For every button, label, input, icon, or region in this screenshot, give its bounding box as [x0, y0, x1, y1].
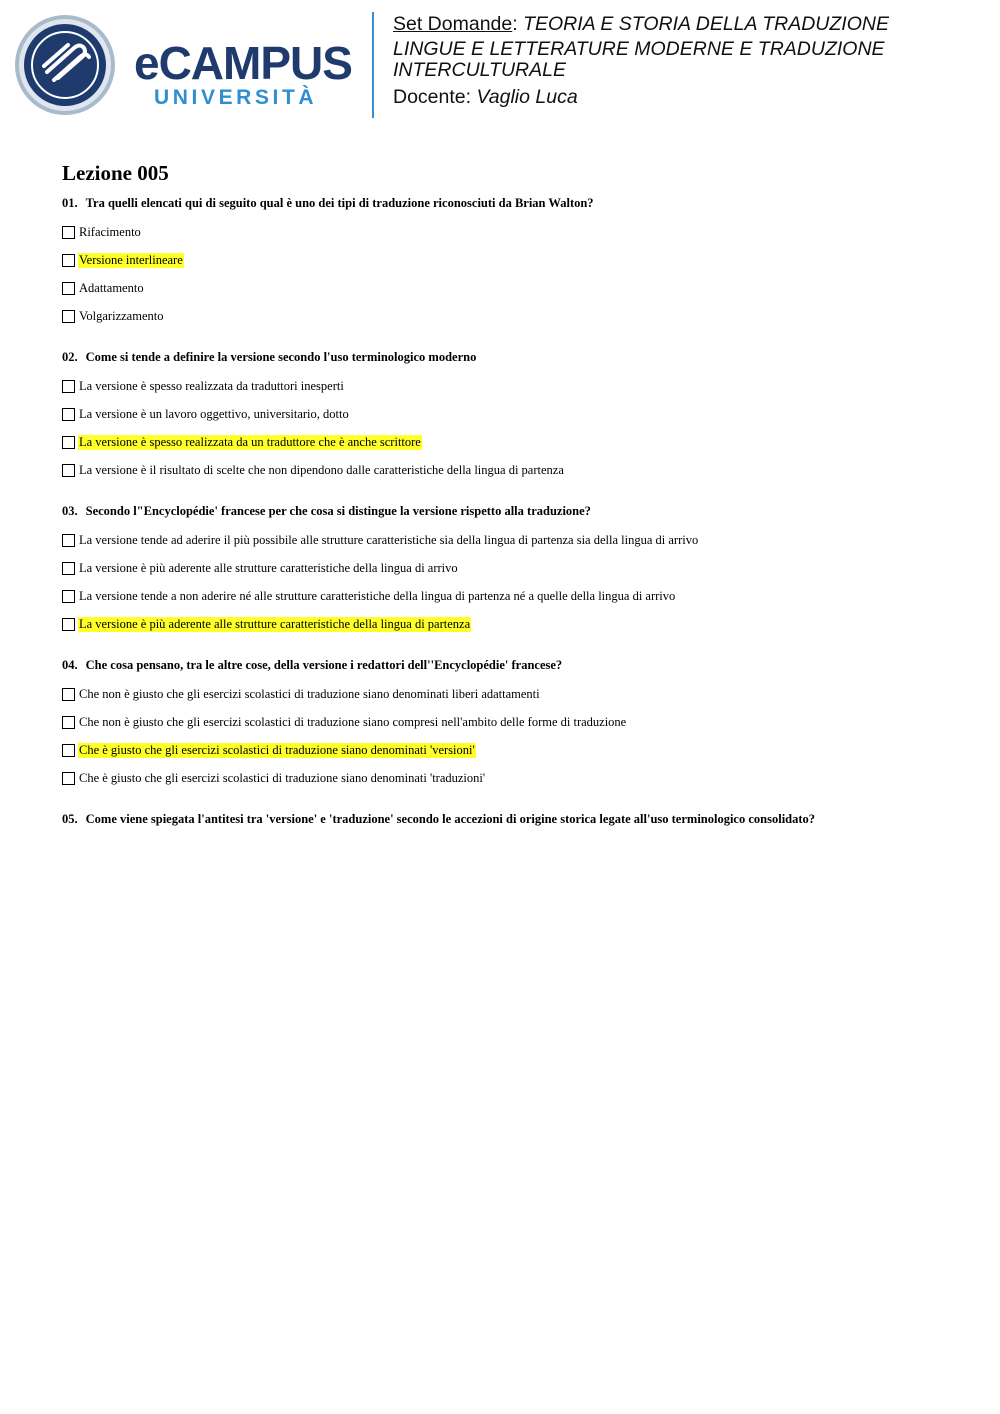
course-title: TEORIA E STORIA DELLA TRADUZIONE	[523, 13, 889, 35]
question-5	[62, 810, 962, 828]
answer-checkbox[interactable]	[62, 744, 75, 757]
answer-checkbox[interactable]	[62, 590, 75, 603]
question-prompt: Che cosa pensano, tra le altre cose, della versione i redattori dell''Encyclopédie' francese?	[85, 658, 563, 672]
answer-text-highlighted: Versione interlineare	[79, 252, 183, 267]
quiz-content	[62, 158, 962, 846]
answer-option[interactable]	[62, 274, 962, 302]
answer-option[interactable]	[62, 736, 962, 764]
answer-text: Che è giusto che gli esercizi scolastici di traduzione siano denominati 'traduzioni'	[79, 770, 486, 785]
header-divider	[372, 12, 374, 118]
question-prompt: Secondo l"Encyclopédie' francese per che cosa si distingue la versione rispetto alla traduzione?	[85, 504, 591, 518]
answer-option[interactable]	[62, 526, 962, 554]
answer-option[interactable]	[62, 708, 962, 736]
answer-checkbox[interactable]	[62, 436, 75, 449]
set-label: Set Domande	[393, 13, 513, 35]
answer-option[interactable]	[62, 302, 962, 330]
answer-checkbox[interactable]	[62, 618, 75, 631]
answer-option[interactable]	[62, 582, 962, 610]
docente-label: Docente:	[393, 86, 472, 108]
question-text	[62, 502, 962, 520]
question-3	[62, 502, 962, 638]
question-number: 04.	[62, 658, 78, 672]
answer-text-highlighted: La versione è più aderente alle strutture caratteristiche della lingua di partenza	[79, 616, 471, 631]
answer-text: La versione è un lavoro oggettivo, universitario, dotto	[79, 406, 349, 421]
answer-checkbox[interactable]	[62, 226, 75, 239]
ecampus-wordmark	[134, 37, 352, 110]
answer-option[interactable]	[62, 680, 962, 708]
question-text	[62, 810, 962, 828]
docente-name: Vaglio Luca	[476, 86, 578, 108]
question-text	[62, 348, 962, 366]
answer-checkbox[interactable]	[62, 464, 75, 477]
answer-text: Che non è giusto che gli esercizi scolastici di traduzione siano denominati liberi adattamenti	[79, 686, 540, 701]
question-text	[62, 194, 962, 212]
answer-text: Adattamento	[79, 280, 144, 295]
answer-option[interactable]	[62, 764, 962, 792]
answer-option[interactable]	[62, 372, 962, 400]
question-text	[62, 656, 962, 674]
answer-checkbox[interactable]	[62, 772, 75, 785]
answer-option[interactable]	[62, 456, 962, 484]
answer-text: La versione tende a non aderire né alle strutture caratteristiche della lingua di partenza né a quelle della lingua di arrivo	[79, 588, 676, 603]
answer-checkbox[interactable]	[62, 282, 75, 295]
answer-text: La versione è il risultato di scelte che non dipendono dalle caratteristiche della lingua di partenza	[79, 462, 564, 477]
answer-text: Che non è giusto che gli esercizi scolastici di traduzione siano compresi nell'ambito delle forme di traduzione	[79, 714, 627, 729]
answer-checkbox[interactable]	[62, 380, 75, 393]
question-prompt: Come si tende a definire la versione secondo l'uso terminologico moderno	[85, 350, 477, 364]
answer-checkbox[interactable]	[62, 534, 75, 547]
course-program: LINGUE E LETTERATURE MODERNE E TRADUZIONE INTERCULTURALE	[393, 38, 885, 81]
answer-option[interactable]	[62, 428, 962, 456]
ecampus-seal-logo	[14, 14, 116, 116]
answer-option[interactable]	[62, 246, 962, 274]
question-number: 03.	[62, 504, 78, 518]
course-info: Set Domande: TEORIA E STORIA DELLA TRADUZIONE LINGUE E LETTERATURE MODERNE E TRADUZIONE INTERCULTURALE Docente: Vaglio Luca	[393, 14, 983, 112]
question-number: 02.	[62, 350, 78, 364]
question-prompt: Tra quelli elencati qui di seguito qual è uno dei tipi di traduzione riconosciuti da Brian Walton?	[85, 196, 594, 210]
question-1	[62, 194, 962, 330]
answer-text: Volgarizzamento	[79, 308, 164, 323]
question-number: 01.	[62, 196, 78, 210]
answer-option[interactable]	[62, 400, 962, 428]
question-list	[62, 194, 962, 828]
page-header	[0, 0, 1000, 130]
answer-option[interactable]	[62, 554, 962, 582]
answer-text-highlighted: La versione è spesso realizzata da un traduttore che è anche scrittore	[79, 434, 421, 449]
answer-checkbox[interactable]	[62, 408, 75, 421]
answer-option[interactable]	[62, 610, 962, 638]
answer-text: La versione è più aderente alle strutture caratteristiche della lingua di arrivo	[79, 560, 458, 575]
answer-checkbox[interactable]	[62, 688, 75, 701]
answer-checkbox[interactable]	[62, 562, 75, 575]
brand-name: eCAMPUS	[134, 37, 352, 89]
question-number: 05.	[62, 812, 78, 826]
answer-text-highlighted: Che è giusto che gli esercizi scolastici di traduzione siano denominati 'versioni'	[79, 742, 475, 757]
answer-text: La versione è spesso realizzata da traduttori inesperti	[79, 378, 344, 393]
answer-checkbox[interactable]	[62, 254, 75, 267]
lesson-title: Lezione 005	[62, 161, 169, 185]
answer-text: Rifacimento	[79, 224, 141, 239]
answer-text: La versione tende ad aderire il più possibile alle strutture caratteristiche sia della lingua di partenza sia della lingua di arrivo	[79, 532, 699, 547]
question-4	[62, 656, 962, 792]
brand-subtitle: UNIVERSITÀ	[154, 86, 318, 109]
question-prompt: Come viene spiegata l'antitesi tra 'versione' e 'traduzione' secondo le accezioni di origine storica legate all'uso terminologico consolidato?	[85, 812, 816, 826]
answer-option[interactable]	[62, 218, 962, 246]
question-2	[62, 348, 962, 484]
answer-checkbox[interactable]	[62, 310, 75, 323]
answer-checkbox[interactable]	[62, 716, 75, 729]
